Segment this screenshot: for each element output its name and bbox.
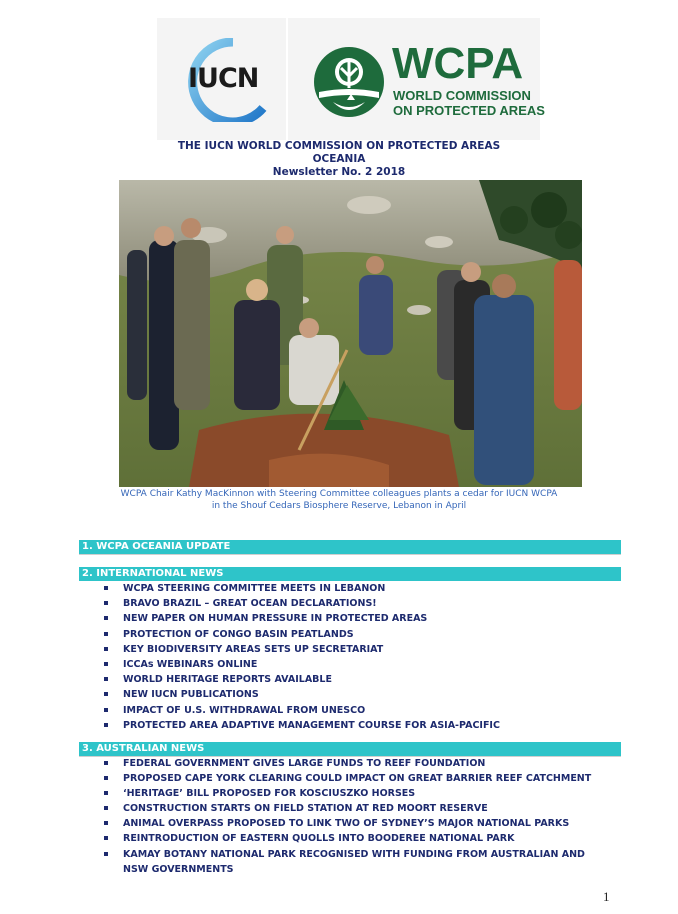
wcpa-wordmark: WCPA xyxy=(392,39,524,88)
bullet-icon xyxy=(104,601,108,605)
section-title-international-news: 2. INTERNATIONAL NEWS xyxy=(79,567,621,581)
newsletter-header xyxy=(0,140,678,179)
bullet-icon xyxy=(104,662,108,666)
australian-news-list xyxy=(104,756,591,877)
list-item[interactable]: PROPOSED CAPE YORK CLEARING COULD IMPACT ON GREAT BARRIER REEF CATCHMENT xyxy=(104,771,591,786)
wcpa-emblem-icon xyxy=(313,46,385,118)
list-item[interactable]: ICCAs WEBINARS ONLINE xyxy=(104,657,500,672)
list-item[interactable]: NEW IUCN PUBLICATIONS xyxy=(104,687,500,702)
bullet-icon xyxy=(104,836,108,840)
list-item[interactable]: WCPA STEERING COMMITTEE MEETS IN LEBANON xyxy=(104,581,500,596)
list-item[interactable]: WORLD HERITAGE REPORTS AVAILABLE xyxy=(104,672,500,687)
list-item[interactable]: BRAVO BRAZIL – GREAT OCEAN DECLARATIONS! xyxy=(104,596,500,611)
bullet-icon xyxy=(104,821,108,825)
wcpa-subtitle-line2: ON PROTECTED AREAS xyxy=(393,103,545,118)
list-item[interactable]: CONSTRUCTION STARTS ON FIELD STATION AT RED MOORT RESERVE xyxy=(104,801,591,816)
iucn-wordmark: IUCN xyxy=(188,63,259,94)
list-item[interactable]: FEDERAL GOVERNMENT GIVES LARGE FUNDS TO REEF FOUNDATION xyxy=(104,756,591,771)
header-org: THE IUCN WORLD COMMISSION ON PROTECTED AREAS xyxy=(177,140,501,152)
section-rule xyxy=(79,554,621,555)
list-item[interactable]: IMPACT OF U.S. WITHDRAWAL FROM UNESCO xyxy=(104,703,500,718)
international-news-list xyxy=(104,581,500,733)
bullet-icon xyxy=(104,632,108,636)
list-item[interactable]: PROTECTED AREA ADAPTIVE MANAGEMENT COURSE FOR ASIA-PACIFIC xyxy=(104,718,500,733)
section-title-wcpa-oceania-update: 1. WCPA OCEANIA UPDATE xyxy=(79,540,621,554)
bullet-icon xyxy=(104,761,108,765)
page-number: 1 xyxy=(603,889,610,904)
bullet-icon xyxy=(104,677,108,681)
bullet-icon xyxy=(104,586,108,590)
header-region: OCEANIA xyxy=(312,153,366,165)
wcpa-subtitle-line1: WORLD COMMISSION xyxy=(393,88,531,103)
list-item[interactable]: ‘HERITAGE’ BILL PROPOSED FOR KOSCIUSZKO HORSES xyxy=(104,786,591,801)
list-item[interactable]: KAMAY BOTANY NATIONAL PARK RECOGNISED WITH FUNDING FROM AUSTRALIAN AND xyxy=(104,847,591,862)
list-item[interactable]: NEW PAPER ON HUMAN PRESSURE IN PROTECTED AREAS xyxy=(104,611,500,626)
header-issue: Newsletter No. 2 2018 xyxy=(272,166,406,178)
bullet-icon xyxy=(104,806,108,810)
bullet-icon xyxy=(104,852,108,856)
list-item[interactable]: ANIMAL OVERPASS PROPOSED TO LINK TWO OF SYDNEY’S MAJOR NATIONAL PARKS xyxy=(104,816,591,831)
bullet-icon xyxy=(104,791,108,795)
list-item[interactable]: PROTECTION OF CONGO BASIN PEATLANDS xyxy=(104,627,500,642)
list-item[interactable]: KEY BIODIVERSITY AREAS SETS UP SECRETARIAT xyxy=(104,642,500,657)
bullet-icon xyxy=(104,776,108,780)
bullet-icon xyxy=(104,708,108,712)
bullet-icon xyxy=(104,616,108,620)
list-item-continuation: NSW GOVERNMENTS xyxy=(123,863,234,875)
section-title-australian-news: 3. AUSTRALIAN NEWS xyxy=(79,742,621,756)
bullet-icon xyxy=(104,647,108,651)
caption-line1: WCPA Chair Kathy MacKinnon with Steering Committee colleagues plants a cedar for IUCN WCPA xyxy=(120,489,558,499)
caption-line2: in the Shouf Cedars Biosphere Reserve, Lebanon in April xyxy=(211,501,467,511)
bullet-icon xyxy=(104,692,108,696)
list-item[interactable]: REINTRODUCTION OF EASTERN QUOLLS INTO BOODEREE NATIONAL PARK xyxy=(104,831,591,846)
cedar-planting-photo xyxy=(119,180,582,487)
bullet-icon xyxy=(104,723,108,727)
photo-caption xyxy=(0,488,678,512)
logo-divider xyxy=(286,18,288,140)
